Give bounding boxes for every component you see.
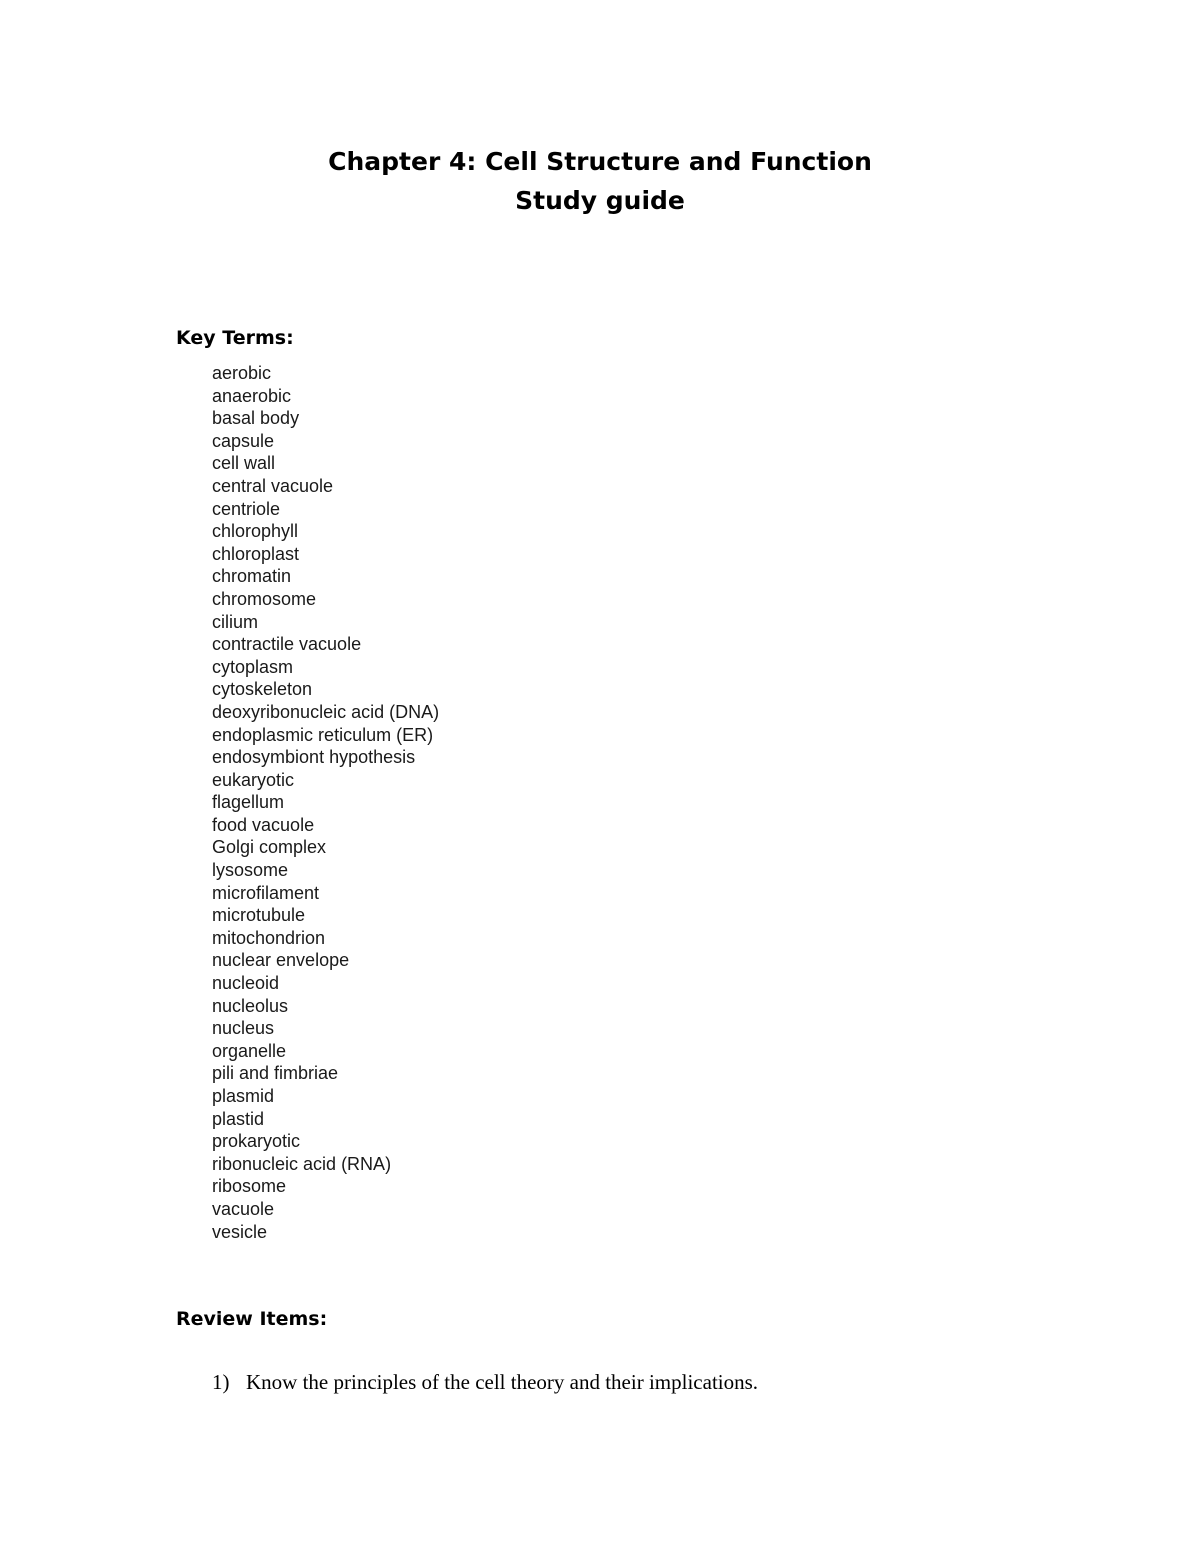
key-term: ribosome [212,1176,287,1197]
key-term: aerobic [212,363,272,383]
key-term: anaerobic [212,385,292,406]
key-term: Golgi complex [212,837,327,858]
key-term: eukaryotic [212,769,295,790]
key-term: lysosome [212,860,289,881]
key-term: chloroplast [212,543,300,564]
key-term: contractile vacuole [212,634,362,655]
key-term: chromatin [212,566,292,587]
key-term: cytoplasm [212,656,294,677]
key-term: flagellum [212,792,285,813]
key-terms-list [212,362,439,1243]
key-term: plasmid [212,1086,275,1106]
key-term: nucleus [212,1018,275,1039]
review-item-number: 1) [212,1370,230,1394]
document-title: Chapter 4: Cell Structure and Function [328,147,872,176]
key-term: microtubule [212,905,306,926]
key-term: nucleoid [212,973,280,994]
key-term: chlorophyll [212,521,299,542]
key-term: chromosome [212,588,317,609]
key-term: cytoskeleton [212,679,313,700]
key-term: pili and fimbriae [212,1063,339,1084]
key-term: vesicle [212,1221,268,1242]
key-term: nuclear envelope [212,950,350,971]
key-term: centriole [212,498,281,519]
key-term: organelle [212,1040,287,1061]
key-term: basal body [212,408,300,429]
document-subtitle: Study guide [515,186,685,215]
review-item-text: Know the principles of the cell theory and their implications. [246,1370,759,1394]
key-term: food vacuole [212,814,315,835]
key-terms-heading: Key Terms: [176,327,294,349]
key-term: microfilament [212,882,320,903]
key-term: plastid [212,1108,265,1129]
key-term: capsule [212,430,275,451]
key-term: ribonucleic acid (RNA) [212,1153,392,1174]
key-term: nucleolus [212,995,289,1016]
key-term: cell wall [212,453,276,474]
title-block [0,142,1200,220]
key-term: central vacuole [212,475,334,496]
review-item [212,1368,758,1396]
key-term: endosymbiont hypothesis [212,747,416,768]
key-term: deoxyribonucleic acid (DNA) [212,701,440,722]
key-term: cilium [212,611,259,632]
key-term: vacuole [212,1198,275,1219]
key-term: endoplasmic reticulum (ER) [212,724,434,745]
key-term: prokaryotic [212,1131,301,1152]
review-items-list [212,1368,758,1396]
key-term: mitochondrion [212,927,326,948]
review-items-heading: Review Items: [176,1308,328,1330]
